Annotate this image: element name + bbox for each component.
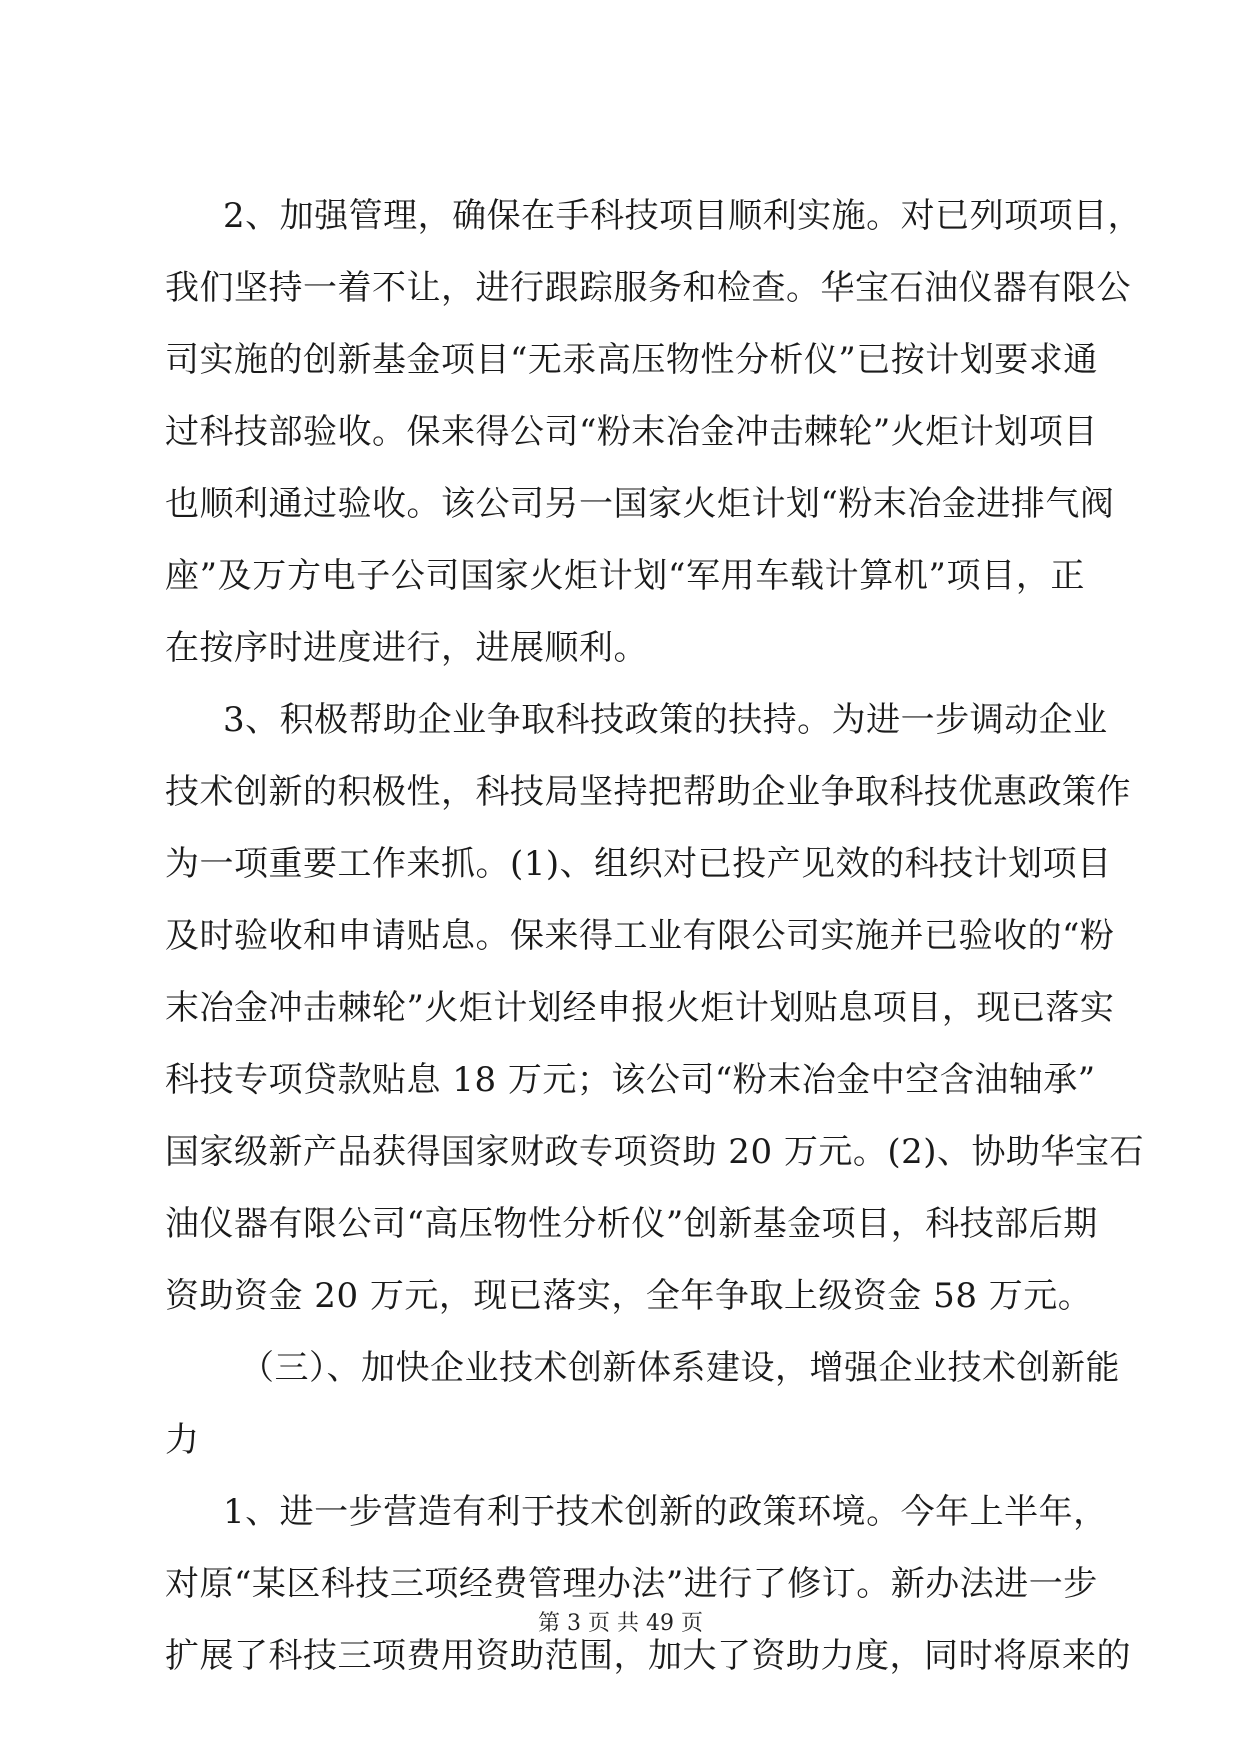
paragraph-2-line-7: 国家级新产品获得国家财政专项资助 20 万元。(2)、协助华宝石 (165, 1132, 1145, 1172)
paragraph-1-line-3: 司实施的创新基金项目“无汞高压物性分析仪”已按计划要求通 (165, 340, 1098, 380)
paragraph-1-line-5: 也顺利通过验收。该公司另一国家火炬计划“粉末冶金进排气阀 (165, 484, 1115, 524)
paragraph-2-line-1: 3、积极帮助企业争取科技政策的扶持。为进一步调动企业 (223, 700, 1108, 740)
paragraph-3-line-2: 力 (165, 1420, 200, 1460)
paragraph-4-line-1: 1、进一步营造有利于技术创新的政策环境。今年上半年， (223, 1492, 1108, 1532)
paragraph-2-line-5: 末冶金冲击棘轮”火炬计划经申报火炬计划贴息项目，现已落实 (165, 988, 1115, 1028)
paragraph-3-line-1: （三）、加快企业技术创新体系建设，增强企业技术创新能 (240, 1348, 1120, 1388)
paragraph-1-line-1: 2、加强管理，确保在手科技项目顺利实施。对已列项项目， (223, 196, 1143, 236)
paragraph-2-line-3: 为一项重要工作来抓。(1)、组织对已投产见效的科技计划项目 (165, 844, 1112, 884)
paragraph-2-line-2: 技术创新的积极性，科技局坚持把帮助企业争取科技优惠政策作 (165, 772, 1131, 812)
paragraph-1-line-4: 过科技部验收。保来得公司“粉末冶金冲击棘轮”火炬计划项目 (165, 412, 1098, 452)
paragraph-1-line-2: 我们坚持一着不让，进行跟踪服务和检查。华宝石油仪器有限公 (165, 268, 1131, 308)
paragraph-2-line-8: 油仪器有限公司“高压物性分析仪”创新基金项目，科技部后期 (165, 1204, 1098, 1244)
paragraph-4-line-2: 对原“某区科技三项经费管理办法”进行了修订。新办法进一步 (165, 1564, 1098, 1604)
paragraph-2-line-6: 科技专项贷款贴息 18 万元；该公司“粉末冶金中空含油轴承” (165, 1060, 1096, 1100)
paragraph-2-line-4: 及时验收和申请贴息。保来得工业有限公司实施并已验收的“粉 (165, 916, 1115, 956)
page-number: 第 3 页 共 49 页 (538, 1611, 703, 1636)
paragraph-1-line-7: 在按序时进度进行，进展顺利。 (165, 628, 648, 668)
paragraph-2-line-9: 资助资金 20 万元，现已落实，全年争取上级资金 58 万元。 (165, 1276, 1093, 1316)
paragraph-4-line-3: 扩展了科技三项费用资助范围，加大了资助力度，同时将原来的 (165, 1636, 1131, 1676)
paragraph-1-line-6: 座”及万方电子公司国家火炬计划“军用车载计算机”项目，正 (165, 556, 1085, 596)
